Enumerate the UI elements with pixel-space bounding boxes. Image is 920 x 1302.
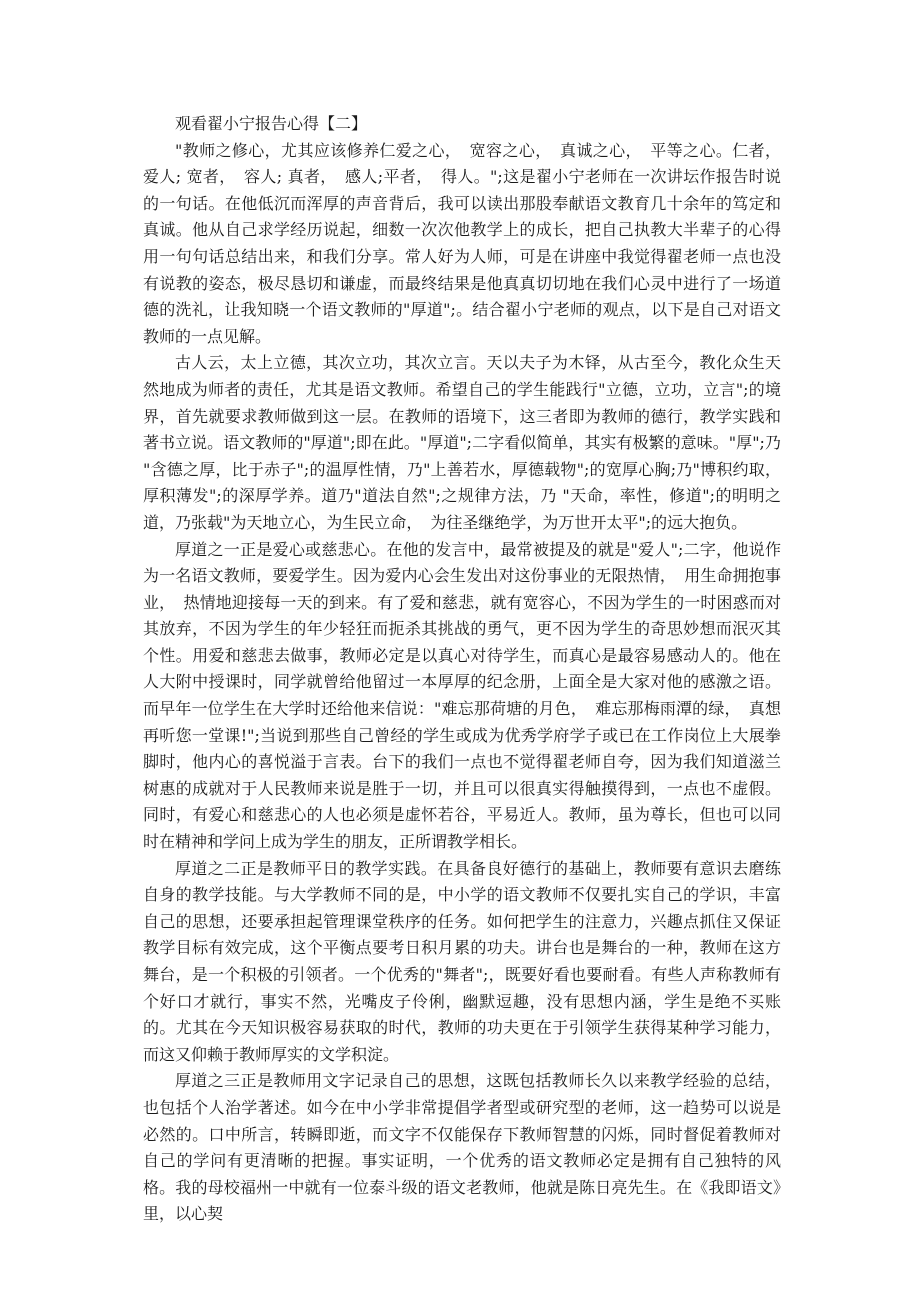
paragraph-1: "教师之修心，尤其应该修养仁爱之心， 宽容之心， 真诚之心， 平等之心。仁者，爱人; 宽者， 容人; 真者， 感人;平者， 得人。";这是翟小宁老师在一次讲坛作报告时说的一句话。在他低沉而浑厚的声音背后，我可以读出那股奉献语文教育几十余年的笃定和真诚。他从自己求学经历说起，细数一次次他教学上的成长，把自己执教大半辈子的心得用一句句话总结出来，和我们分享。常人好为人师，可是在讲座中我觉得翟老师一点也没有说教的姿态，极尽恳切和谦虚，而最终结果是他真真切切地在我们心灵中进行了一场道德的洗礼，让我知晓一个语文教师的"厚道";。结合翟小宁老师的观点，以下是自己对语文教师的一点见解。	[143, 140, 781, 346]
paragraph-2: 古人云，太上立德，其次立功，其次立言。天以夫子为木铎，从古至今，教化众生天然地成为师者的责任，尤其是语文教师。希望自己的学生能践行"立德，立功，立言";的境界，首先就要求教师做到这一层。在教师的语境下，这三者即为教师的德行，教学实践和著书立说。语文教师的"厚道";即在此。"厚道";二字看似简单，其实有极繁的意味。"厚";乃 "含德之厚，比于赤子";的温厚性情，乃"上善若水，厚德载物";的宽厚心胸;乃"博积约取，厚积薄发";的深厚学养。道乃"道法自然";之规律方法，乃 "天命，率性，修道";的明明之道，乃张载"为天地立心，为生民立命， 为往圣继绝学，为万世开太平";的远大抱负。	[143, 353, 781, 532]
document-title: 观看翟小宁报告心得【二】	[175, 114, 368, 133]
document-page	[143, 111, 781, 1228]
paragraph-5: 厚道之三正是教师用文字记录自己的思想，这既包括教师长久以来教学经验的总结，也包括个人治学著述。如今在中小学非常提倡学者型或研究型的老师，这一趋势可以说是必然的。口中所言，转瞬即逝，而文字不仅能保存下教师智慧的闪烁，同时督促着教师对自己的学问有更清晰的把握。事实证明，一个优秀的语文教师必定是拥有自己独特的风格。我的母校福州一中就有一位泰斗级的语文老教师，他就是陈日亮先生。在《我即语文》里，以心契	[143, 1071, 781, 1224]
paragraph-4: 厚道之二正是教师平日的教学实践。在具备良好德行的基础上，教师要有意识去磨练自身的教学技能。与大学教师不同的是，中小学的语文教师不仅要扎实自己的学识，丰富自己的思想，还要承担起管理课堂秩序的任务。如何把学生的注意力，兴趣点抓住又保证教学目标有效完成，这个平衡点要考日积月累的功夫。讲台也是舞台的一种，教师在这方舞台，是一个积极的引领者。一个优秀的"舞者";，既要好看也要耐看。有些人声称教师有个好口才就行，事实不然，光嘴皮子伶俐，幽默逗趣，没有思想内涵，学生是绝不买账的。尤其在今天知识极容易获取的时代，教师的功夫更在于引领学生获得某种学习能力，而这又仰赖于教师厚实的文学积淀。	[143, 858, 781, 1064]
paragraph-3: 厚道之一正是爱心或慈悲心。在他的发言中，最常被提及的就是"爱人";二字，他说作为一名语文教师，要爱学生。因为爱内心会生发出对这份事业的无限热情， 用生命拥抱事业， 热情地迎接每一天的到来。有了爱和慈悲，就有宽容心，不因为学生的一时困惑而对其放弃，不因为学生的年少轻狂而扼杀其挑战的勇气，更不因为学生的奇思妙想而泯灭其个性。用爱和慈悲去做事，教师必定是以真心对待学生，而真心是最容易感动人的。他在人大附中授课时，同学就曾给他留过一本厚厚的纪念册，上面全是大家对他的感激之语。而早年一位学生在大学时还给他来信说："难忘那荷塘的月色， 难忘那梅雨潭的绿， 真想再听您一堂课!";当说到那些自己曾经的学生或成为优秀学府学子或已在工作岗位上大展拳脚时，他内心的喜悦溢于言表。台下的我们一点也不觉得翟老师自夸，因为我们知道滋兰树惠的成就对于人民教师来说是胜于一切，并且可以很真实得触摸得到，一点也不虚假。同时，有爱心和慈悲心的人也必须是虚怀若谷，平易近人。教师，虽为尊长，但也可以同时在精神和学问上成为学生的朋友，正所谓教学相长。	[143, 539, 781, 852]
